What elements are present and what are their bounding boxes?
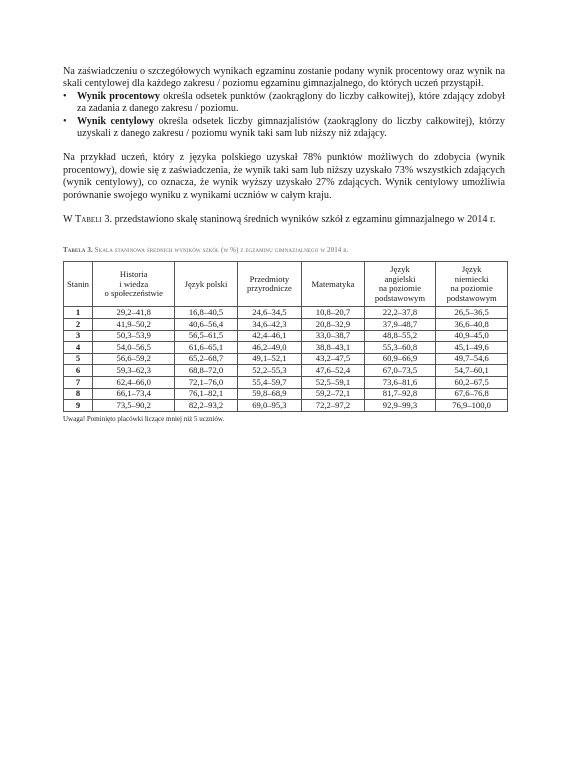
stanine-cell: 2 — [64, 319, 93, 331]
range-cell: 49,1–52,1 — [237, 353, 302, 365]
range-cell: 56,6–59,2 — [93, 353, 175, 365]
column-header: Język polski — [175, 262, 237, 307]
range-cell: 16,8–40,5 — [175, 307, 237, 319]
range-cell: 36,6–40,8 — [436, 319, 508, 331]
table-reference-link: Tabeli — [74, 214, 102, 226]
range-cell: 66,1–73,4 — [93, 388, 175, 400]
table-row — [64, 330, 508, 342]
range-cell: 48,8–55,2 — [364, 330, 436, 342]
range-cell: 40,6–56,4 — [175, 319, 237, 331]
bullet-icon: • — [63, 90, 67, 102]
term-bold: Wynik procentowy — [77, 90, 160, 102]
range-cell: 92,9–99,3 — [364, 400, 436, 412]
range-cell: 81,7–92,8 — [364, 388, 436, 400]
table-caption: Tabela 3. Skala staninowa średnich wyników szkół (w %) z egzaminu gimnazjalnego w 2014 r. — [63, 246, 349, 255]
table-row — [64, 319, 508, 331]
table-note: Uwaga! Pominięto placówki liczące mniej niż 5 uczniów. — [63, 414, 225, 423]
stanine-cell: 3 — [64, 330, 93, 342]
table-reference-paragraph: W Tabeli 3. przedstawiono skalę staninową średnich wyników szkół z egzaminu gimnazjalnego w 2014 r. — [63, 214, 496, 226]
column-header: Język angielski na poziomie podstawowym — [364, 262, 436, 307]
range-cell: 69,0–95,3 — [237, 400, 302, 412]
stanine-table — [63, 261, 508, 411]
range-cell: 55,3–60,8 — [364, 342, 436, 354]
range-cell: 43,2–47,5 — [302, 353, 364, 365]
range-cell: 60,9–66,9 — [364, 353, 436, 365]
range-cell: 73,5–90,2 — [93, 400, 175, 412]
range-cell: 52,5–59,1 — [302, 377, 364, 389]
range-cell: 55,4–59,7 — [237, 377, 302, 389]
table-row — [64, 388, 508, 400]
stanine-cell: 6 — [64, 365, 93, 377]
range-cell: 42,4–46,1 — [237, 330, 302, 342]
table-body — [64, 307, 508, 411]
range-cell: 59,3–62,3 — [93, 365, 175, 377]
range-cell: 54,0–56,5 — [93, 342, 175, 354]
definition-list — [63, 91, 505, 141]
stanine-cell: 7 — [64, 377, 93, 389]
range-cell: 60,2–67,5 — [436, 377, 508, 389]
range-cell: 49,7–54,6 — [436, 353, 508, 365]
range-cell: 40,9–45,0 — [436, 330, 508, 342]
column-header: Matematyka — [302, 262, 364, 307]
range-cell: 76,1–82,1 — [175, 388, 237, 400]
range-cell: 33,0–38,7 — [302, 330, 364, 342]
range-cell: 29,2–41,8 — [93, 307, 175, 319]
range-cell: 82,2–93,2 — [175, 400, 237, 412]
range-cell: 59,8–68,9 — [237, 388, 302, 400]
range-cell: 37,9–48,7 — [364, 319, 436, 331]
stanine-cell: 5 — [64, 353, 93, 365]
stanine-cell: 9 — [64, 400, 93, 412]
list-item — [63, 116, 505, 141]
table-row — [64, 365, 508, 377]
range-cell: 62,4–66,0 — [93, 377, 175, 389]
term-bold: Wynik centylowy — [77, 115, 155, 127]
stanine-cell: 8 — [64, 388, 93, 400]
bullet-icon: • — [63, 115, 67, 127]
document-page — [63, 66, 505, 424]
table-row — [64, 307, 508, 319]
range-cell: 24,6–34,5 — [237, 307, 302, 319]
example-paragraph: Na przykład uczeń, który z języka polskiego uzyskał 78% punktów możliwych do zdobycia (wynik procentowy), dowie się z zaświadczenia, że wynik taki sam lub niższy uzyskało 73% wszystkich zdających (wynik centylowy), co oznacza, że wynik wyższy uzyskało 27% zdających. Wynik centylowy umożliwia porównanie swojego wyniku z wynikami uczniów w całym kraju. — [63, 152, 505, 201]
range-cell: 47,6–52,4 — [302, 365, 364, 377]
range-cell: 41,9–50,2 — [93, 319, 175, 331]
table-row — [64, 400, 508, 412]
range-cell: 38,8–43,1 — [302, 342, 364, 354]
term-description: określa odsetek punktów (zaokrąglony do liczby całkowitej), które zdający zdobył za zadania z danego zakresu / poziomu. — [77, 90, 505, 115]
range-cell: 20,8–32,9 — [302, 319, 364, 331]
range-cell: 73,6–81,6 — [364, 377, 436, 389]
column-header: Stanin — [64, 262, 93, 307]
range-cell: 76,9–100,0 — [436, 400, 508, 412]
list-item — [63, 91, 505, 116]
range-cell: 52,2–55,3 — [237, 365, 302, 377]
range-cell: 26,5–36,5 — [436, 307, 508, 319]
table-row — [64, 377, 508, 389]
stanine-cell: 1 — [64, 307, 93, 319]
column-header: Język niemiecki na poziomie podstawowym — [436, 262, 508, 307]
range-cell: 65,2–68,7 — [175, 353, 237, 365]
range-cell: 34,6–42,3 — [237, 319, 302, 331]
range-cell: 72,1–76,0 — [175, 377, 237, 389]
range-cell: 67,0–73,5 — [364, 365, 436, 377]
range-cell: 10,8–20,7 — [302, 307, 364, 319]
range-cell: 45,1–49,6 — [436, 342, 508, 354]
range-cell: 61,6–65,1 — [175, 342, 237, 354]
column-header: Historia i wiedza o społeczeństwie — [93, 262, 175, 307]
table-row — [64, 353, 508, 365]
intro-paragraph: Na zaświadczeniu o szczegółowych wynikach egzaminu zostanie podany wynik procentowy oraz wynik na skali centylowej dla każdego zakresu / poziomu egzaminu gimnazjalnego, do których uczeń przystąpił. — [63, 66, 505, 90]
range-cell: 67,6–76,8 — [436, 388, 508, 400]
range-cell: 50,3–53,9 — [93, 330, 175, 342]
range-cell: 72,2–97,2 — [302, 400, 364, 412]
stanine-cell: 4 — [64, 342, 93, 354]
range-cell: 68,8–72,0 — [175, 365, 237, 377]
range-cell: 46,2–49,0 — [237, 342, 302, 354]
table-header-row — [64, 262, 508, 307]
range-cell: 54,7–60,1 — [436, 365, 508, 377]
range-cell: 56,5–61,5 — [175, 330, 237, 342]
term-description: określa odsetek liczby gimnazjalistów (zaokrąglony do liczby całkowitej), którzy uzyskali z danego zakresu / poziomu wynik taki sam lub niższy niż zdający. — [77, 115, 505, 140]
column-header: Przedmioty przyrodnicze — [237, 262, 302, 307]
range-cell: 59,2–72,1 — [302, 388, 364, 400]
range-cell: 22,2–37,8 — [364, 307, 436, 319]
table-row — [64, 342, 508, 354]
